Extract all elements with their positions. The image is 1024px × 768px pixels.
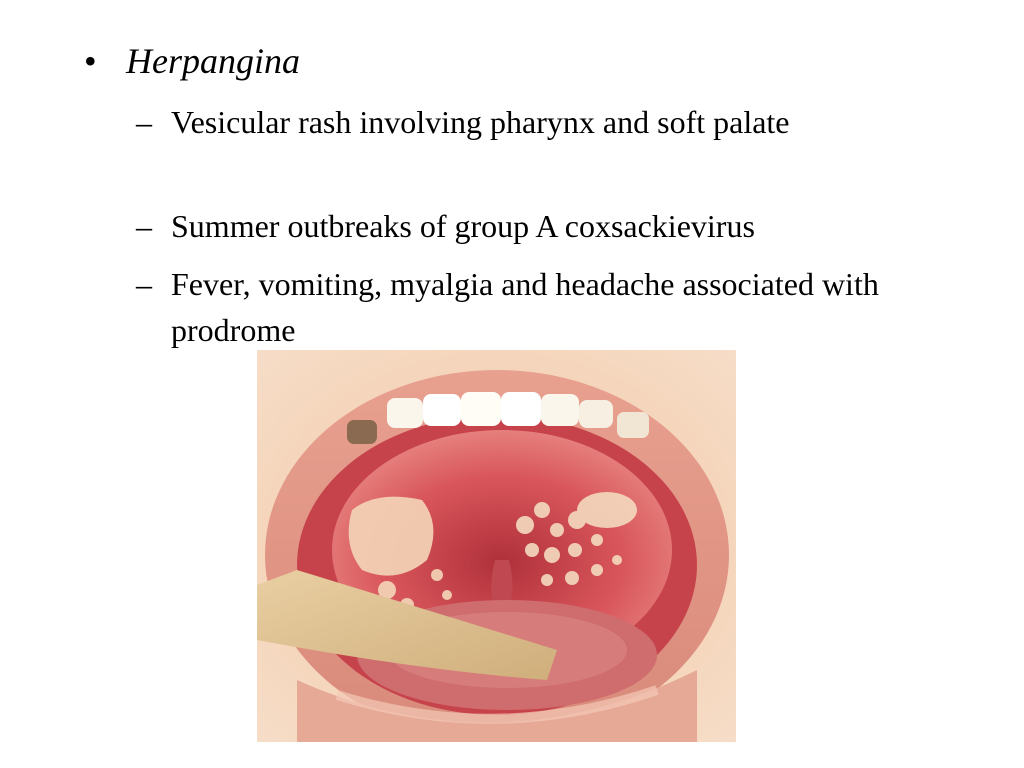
- dash-marker: –: [136, 208, 152, 244]
- sub-point-text: Fever, vomiting, myalgia and headache associated with prodrome: [171, 266, 879, 348]
- slide-heading: Herpangina: [126, 41, 300, 81]
- sub-point-1: [136, 99, 936, 145]
- sub-point-text: Vesicular rash involving pharynx and soft palate: [171, 104, 790, 140]
- sub-point-2: [136, 203, 936, 249]
- bullet-marker: •: [84, 41, 97, 81]
- sub-point-3: [136, 261, 936, 353]
- main-bullet: [84, 38, 300, 84]
- herpangina-photo: [257, 350, 736, 742]
- mouth-illustration: [257, 350, 736, 742]
- dash-marker: –: [136, 104, 152, 140]
- dash-marker: –: [136, 266, 152, 302]
- sub-point-text: Summer outbreaks of group A coxsackievirus: [171, 208, 755, 244]
